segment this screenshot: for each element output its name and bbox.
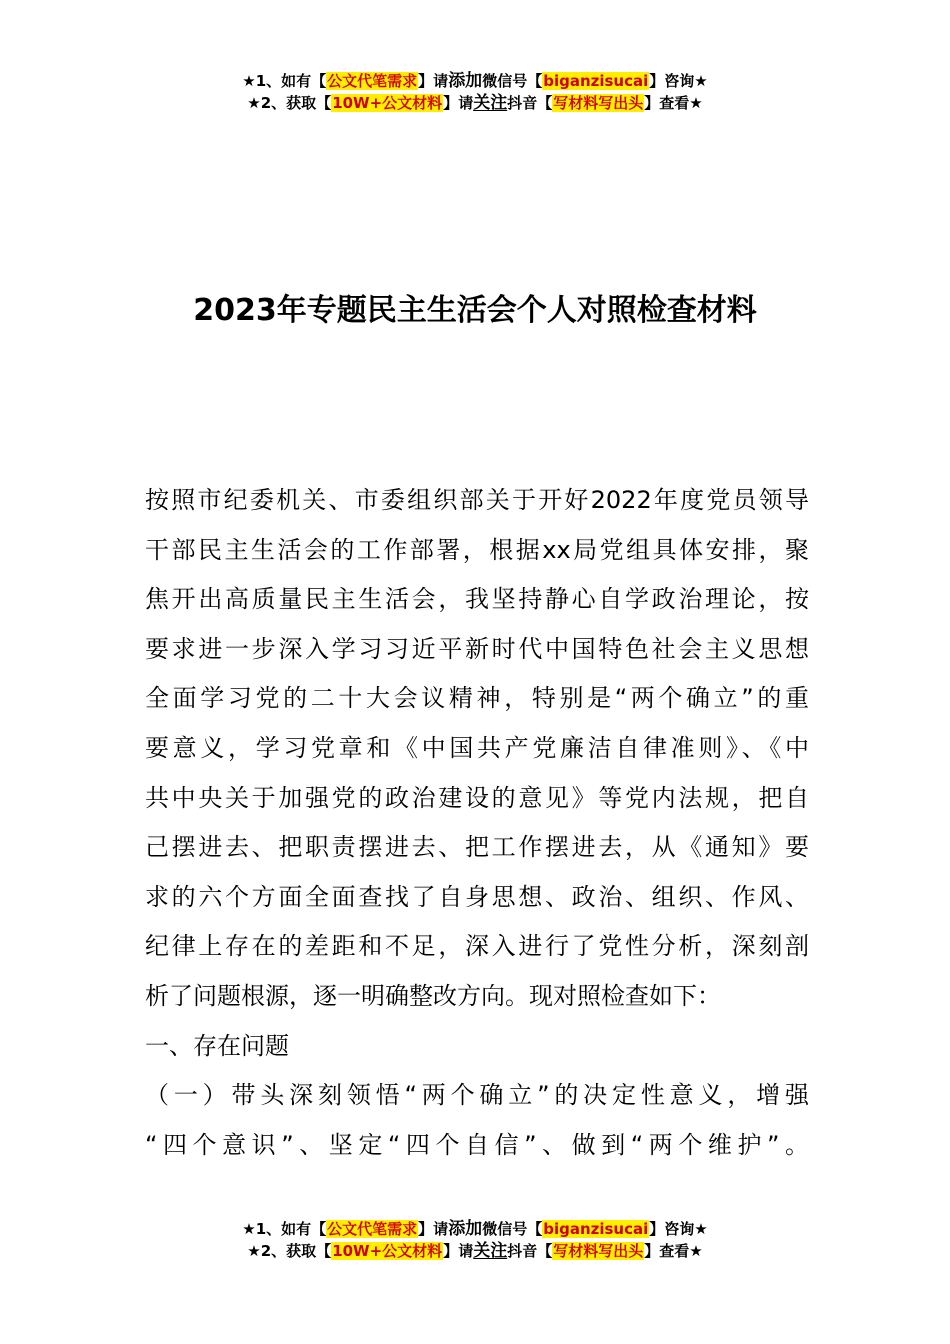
banner-highlight: 公文代笔需求 — [327, 1220, 418, 1238]
text-line: 全面学习党的二十大会议精神，特别是“两个确立”的重 — [145, 684, 809, 713]
footer-banner — [0, 1218, 950, 1262]
banner-text: 】咨询★ — [649, 72, 708, 90]
banner-line-1 — [0, 70, 950, 92]
banner-text: ★2、获取【 — [247, 1242, 332, 1260]
section-heading-text: 一、存在问题 — [145, 1031, 289, 1060]
banner-text: 】查看★ — [644, 1242, 703, 1260]
banner-text: 】查看★ — [644, 94, 703, 112]
text-line: 己摆进去、把职责摆进去、把工作摆进去，从《通知》要 — [145, 833, 809, 862]
banner-highlight: 写材料写出头 — [553, 1242, 644, 1260]
text-line: 按照市纪委机关、市委组织部关于开好2022年度党员领导 — [145, 486, 809, 514]
banner-highlight: 10W+公文材料 — [332, 1242, 443, 1260]
banner-text: 抖音【 — [507, 1242, 553, 1260]
banner-text: 微信号【 — [482, 72, 543, 90]
banner-line-2 — [0, 1240, 950, 1262]
header-banner — [0, 70, 950, 114]
banner-text: 】请 — [418, 1220, 449, 1238]
banner-text: 】请 — [418, 72, 449, 90]
banner-highlight: biganzisucai — [543, 1220, 649, 1238]
text-line: 纪律上存在的差距和不足，深入进行了党性分析，深刻剖 — [145, 932, 809, 961]
banner-text: 】咨询★ — [649, 1220, 708, 1238]
banner-emphasis: 关注 — [473, 1241, 508, 1261]
banner-text: 】请 — [443, 94, 474, 112]
text-line: 干部民主生活会的工作部署，根据xx局党组具体安排，聚 — [145, 535, 809, 564]
banner-line-2 — [0, 92, 950, 114]
banner-text: 抖音【 — [507, 94, 553, 112]
text-line: 共中央关于加强党的政治建设的意见》等党内法规，把自 — [145, 783, 809, 812]
banner-highlight: biganzisucai — [543, 72, 649, 90]
text-line: 焦开出高质量民主生活会，我坚持静心自学政治理论，按 — [145, 585, 809, 614]
subsection-heading — [145, 1071, 809, 1170]
document-body — [145, 476, 809, 1170]
banner-text: ★2、获取【 — [247, 94, 332, 112]
banner-emphasis: 添加 — [448, 71, 483, 91]
text-line: （一）带头深刻领悟“两个确立”的决定性意义，增强 — [145, 1081, 809, 1110]
banner-highlight: 公文代笔需求 — [327, 72, 418, 90]
text-line: 要意义，学习党章和《中国共产党廉洁自律准则》、《中 — [145, 733, 809, 762]
banner-text: ★1、如有【 — [242, 72, 327, 90]
banner-emphasis: 添加 — [448, 1219, 483, 1239]
text-line: 要求进一步深入学习习近平新时代中国特色社会主义思想 — [145, 634, 809, 663]
document-title: 2023年专题民主生活会个人对照检查材料 — [193, 293, 757, 328]
banner-text: 】请 — [443, 1242, 474, 1260]
banner-emphasis: 关注 — [473, 93, 508, 113]
section-heading — [145, 1022, 809, 1072]
banner-text: 微信号【 — [482, 1220, 543, 1238]
banner-line-1 — [0, 1218, 950, 1240]
banner-highlight: 10W+公文材料 — [332, 94, 443, 112]
text-line: 求的六个方面全面查找了自身思想、政治、组织、作风、 — [145, 882, 809, 911]
banner-text: ★1、如有【 — [242, 1220, 327, 1238]
text-line: 析了问题根源，逐一明确整改方向。现对照检查如下： — [145, 981, 721, 1010]
paragraph-intro — [145, 476, 809, 1022]
text-line: “四个意识”、坚定“四个自信”、做到“两个维护”。 — [145, 1130, 809, 1159]
banner-highlight: 写材料写出头 — [553, 94, 644, 112]
